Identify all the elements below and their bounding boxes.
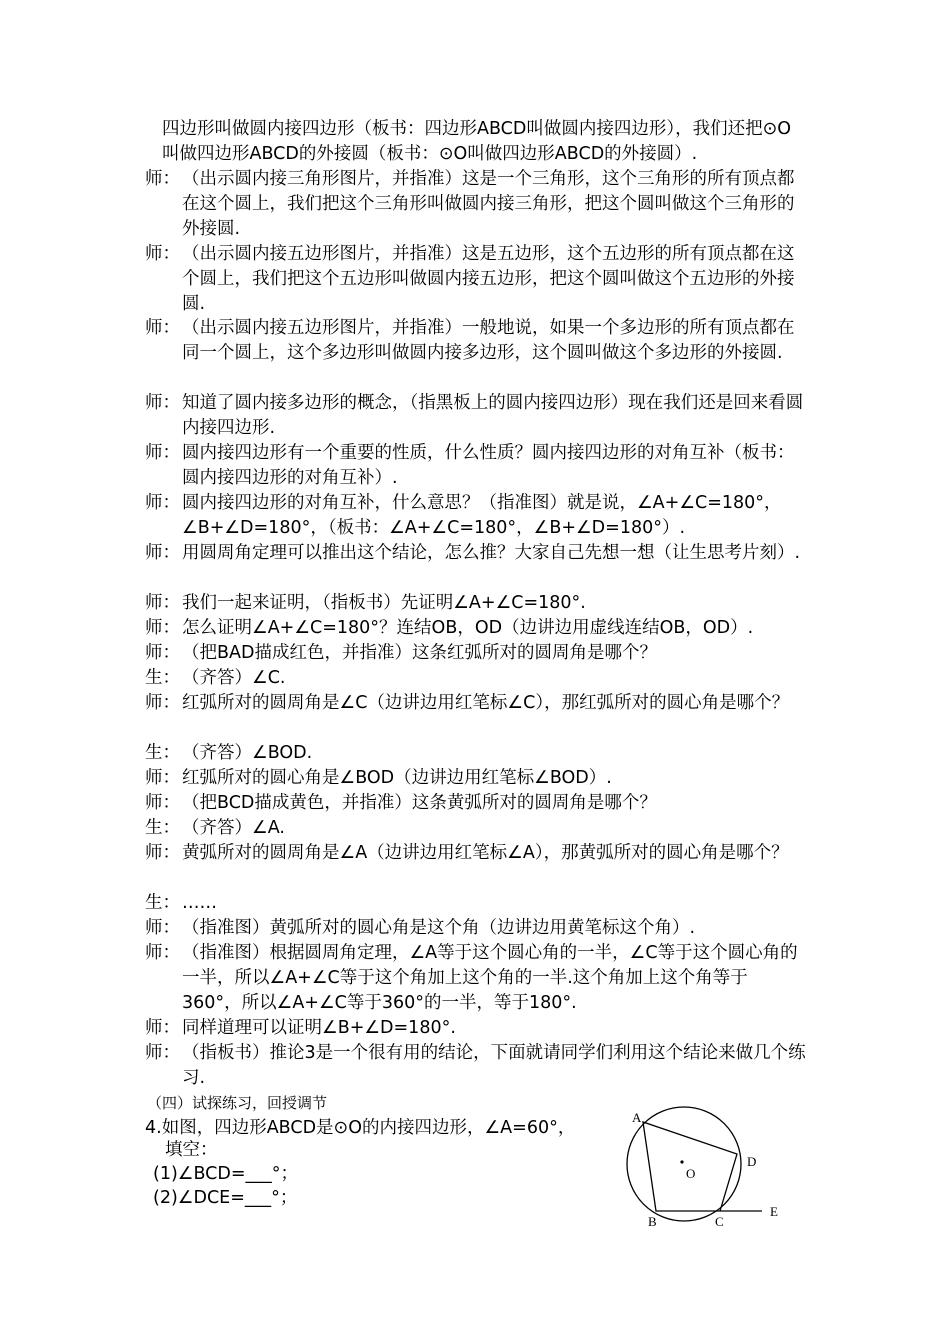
paragraph-text: （齐答）∠A. [182, 818, 285, 838]
paragraph-text: （指板书）推论3是一个很有用的结论，下面就请同学们利用这个结论来做几个练习. [182, 1043, 806, 1088]
paragraph-7 [145, 541, 807, 566]
speaker-label: 师： [145, 793, 180, 813]
paragraph-text: （指准图）黄弧所对的圆心角是这个角（边讲边用黄笔标这个角）. [182, 918, 696, 938]
paragraph-3 [145, 316, 807, 366]
paragraph-text: （出示圆内接五边形图片，并指准）一般地说，如果一个多边形的所有顶点都在同一个圆上，这个多边形叫做圆内接多边形，这个圆叫做这个多边形的外接圆. [182, 318, 795, 363]
speaker-label: 师： [145, 318, 180, 338]
paragraph-text: 四边形叫做圆内接四边形（板书：四边形ABCD叫做圆内接四边形），我们还把⊙O叫做四边形ABCD的外接圆（板书：⊙O叫做四边形ABCD的外接圆）. [162, 119, 792, 164]
speaker-label: 师： [145, 493, 180, 513]
label-e: E [770, 1204, 778, 1219]
center-point [680, 1160, 683, 1163]
paragraph-text: 我们一起来证明，（指板书）先证明∠A+∠C=180°. [182, 593, 586, 613]
exercise-question-1-text: (1)∠BCD=___°； [153, 1164, 299, 1184]
label-b: B [648, 1214, 657, 1229]
paragraph-14 [145, 766, 807, 791]
paragraph-13 [145, 741, 807, 766]
paragraph-8 [145, 591, 807, 616]
paragraph-text: （齐答）∠BOD. [182, 743, 313, 763]
paragraph-15 [145, 791, 807, 816]
paragraph-text: 红弧所对的圆心角是∠BOD（边讲边用红笔标∠BOD）. [182, 768, 612, 788]
paragraph-20 [145, 941, 807, 1016]
paragraph-1 [145, 167, 807, 242]
section-heading: （四）试探练习，回授调节 [147, 1096, 328, 1112]
exercise-stem-text: 4.如图，四边形ABCD是⊙O的内接四边形，∠A=60°， [145, 1118, 576, 1138]
speaker-label: 师： [145, 443, 180, 463]
paragraph-9 [145, 616, 807, 641]
paragraph-10 [145, 641, 807, 666]
paragraph-text: 红弧所对的圆周角是∠C（边讲边用红笔标∠C），那红弧所对的圆心角是哪个？ [182, 693, 790, 713]
paragraph-0 [162, 117, 807, 167]
paragraph-22 [145, 1041, 807, 1091]
label-d: D [747, 1154, 757, 1169]
speaker-label: 师： [145, 693, 180, 713]
speaker-label: 生： [145, 668, 180, 688]
paragraph-text: 圆内接四边形的对角互补，什么意思？（指准图）就是说，∠A+∠C=180°，∠B+∠D=180°，（板书：∠A+∠C=180°，∠B+∠D=180°）. [182, 493, 782, 538]
paragraph-21 [145, 1016, 807, 1041]
speaker-label: 师： [145, 169, 180, 189]
paragraph-text: （把BCD描成黄色，并指准）这条黄弧所对的圆周角是哪个？ [182, 793, 657, 813]
paragraph-text: （出示圆内接五边形图片，并指准）这是五边形，这个五边形的所有顶点都在这个圆上，我们把这个五边形叫做圆内接五边形，把这个圆叫做这个五边形的外接圆. [182, 244, 795, 314]
speaker-label: 师： [145, 1018, 180, 1038]
paragraph-text: 圆内接四边形有一个重要的性质，什么性质？圆内接四边形的对角互补（板书：圆内接四边形的对角互补）. [182, 443, 795, 488]
paragraph-text: …… [182, 893, 217, 913]
paragraph-text: （齐答）∠C. [182, 668, 286, 688]
speaker-label: 师： [145, 1043, 180, 1063]
inscribed-quadrilateral-figure [612, 1100, 802, 1235]
speaker-label: 师： [145, 244, 180, 264]
exercise-question-2 [153, 1186, 353, 1211]
paragraph-18 [145, 891, 807, 916]
speaker-label: 生： [145, 818, 180, 838]
speaker-label: 生： [145, 893, 180, 913]
label-a: A [632, 1110, 642, 1125]
paragraph-12 [145, 691, 807, 716]
paragraph-5 [145, 441, 807, 491]
exercise-fill-text: 填空： [165, 1140, 218, 1160]
speaker-label: 师： [145, 593, 180, 613]
speaker-label: 师： [145, 393, 180, 413]
paragraph-text: 用圆周角定理可以推出这个结论，怎么推？大家自己先想一想（让生思考片刻）. [182, 543, 801, 563]
speaker-label: 师： [145, 943, 180, 963]
paragraph-text: 怎么证明∠A+∠C=180°？连结OB，OD（边讲边用虚线连结OB，OD）. [182, 618, 754, 638]
circle-o [627, 1107, 741, 1221]
paragraph-text: 同样道理可以证明∠B+∠D=180°. [182, 1018, 456, 1038]
speaker-label: 生： [145, 743, 180, 763]
exercise-fill-prompt [165, 1138, 365, 1163]
paragraph-text: （出示圆内接三角形图片，并指准）这是一个三角形，这个三角形的所有顶点都在这个圆上，我们把这个三角形叫做圆内接三角形，把这个圆叫做这个三角形的外接圆. [182, 169, 795, 239]
exercise-question-1 [153, 1162, 353, 1187]
paragraph-text: （把BAD描成红色，并指准）这条红弧所对的圆周角是哪个？ [182, 643, 657, 663]
exercise-question-2-text: (2)∠DCE=___°； [153, 1188, 298, 1208]
paragraph-4 [145, 391, 807, 441]
speaker-label: 师： [145, 843, 180, 863]
paragraph-text: 黄弧所对的圆周角是∠A（边讲边用红笔标∠A），那黄弧所对的圆心角是哪个？ [182, 843, 789, 863]
paragraph-11 [145, 666, 807, 691]
paragraph-16 [145, 816, 807, 841]
label-o: O [686, 1166, 696, 1181]
paragraph-text: （指准图）根据圆周角定理，∠A等于这个圆心角的一半，∠C等于这个圆心角的一半，所以∠A+∠C等于这个角加上这个角的一半.这个角加上这个角等于360°，所以∠A+∠C等于360°的一半，等于180°. [182, 943, 798, 1013]
speaker-label: 师： [145, 543, 180, 563]
speaker-label: 师： [145, 618, 180, 638]
paragraph-2 [145, 242, 807, 317]
paragraph-6 [145, 491, 807, 541]
label-c: C [715, 1214, 724, 1229]
paragraph-17 [145, 841, 807, 866]
speaker-label: 师： [145, 643, 180, 663]
paragraph-19 [145, 916, 807, 941]
speaker-label: 师： [145, 918, 180, 938]
speaker-label: 师： [145, 768, 180, 788]
paragraph-text: 知道了圆内接多边形的概念，（指黑板上的圆内接四边形）现在我们还是回来看圆内接四边形. [182, 393, 804, 438]
